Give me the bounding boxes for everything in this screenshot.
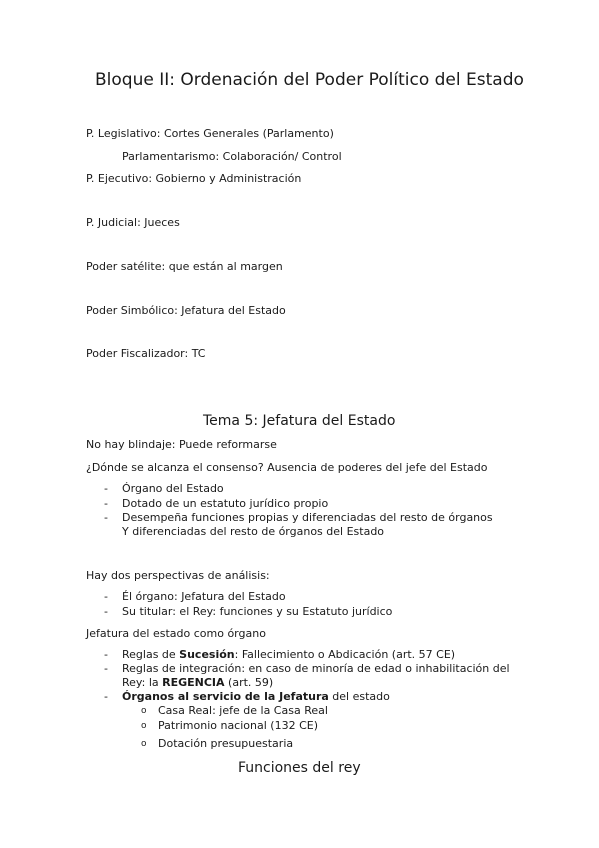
- list-item-continuation: Y diferenciadas del resto de órganos del Estado: [122, 525, 385, 538]
- poder-legislativo: P. Legislativo: Cortes Generales (Parlamento): [86, 127, 334, 140]
- funciones-heading: Funciones del rey: [238, 760, 361, 776]
- consenso-text: ¿Dónde se alcanza el consenso? Ausencia de poderes del jefe del Estado: [86, 461, 488, 474]
- bullet-dash: -: [104, 511, 108, 524]
- bullet-dash: -: [104, 648, 108, 661]
- integracion-item: Reglas de integración: en caso de minoría de edad o inhabilitación del: [122, 662, 510, 675]
- parlamentarismo: Parlamentarismo: Colaboración/ Control: [122, 150, 342, 163]
- list-item: Su titular: el Rey: funciones y su Estatuto jurídico: [122, 605, 393, 618]
- list-item: Dotado de un estatuto jurídico propio: [122, 497, 329, 510]
- sub-list-item: Dotación presupuestaria: [158, 737, 294, 750]
- list-item: Él órgano: Jefatura del Estado: [122, 590, 286, 603]
- sucesion-item: Reglas de Sucesión: Fallecimiento o Abdicación (art. 57 CE): [122, 648, 456, 661]
- bullet-dash: -: [104, 497, 108, 510]
- bullet-dash: -: [104, 690, 108, 703]
- como-organo-text: Jefatura del estado como órgano: [86, 627, 266, 640]
- integracion-item-continuation: Rey: la REGENCIA (art. 59): [122, 676, 274, 689]
- bullet-circle: o: [141, 721, 147, 731]
- poder-satelite: Poder satélite: que están al margen: [86, 260, 283, 273]
- poder-fiscalizador: Poder Fiscalizador: TC: [86, 347, 206, 360]
- poder-simbolico: Poder Simbólico: Jefatura del Estado: [86, 304, 286, 317]
- blindaje-text: No hay blindaje: Puede reformarse: [86, 438, 277, 451]
- bullet-dash: -: [104, 590, 108, 603]
- bullet-dash: -: [104, 662, 108, 675]
- poder-ejecutivo: P. Ejecutivo: Gobierno y Administración: [86, 172, 302, 185]
- bullet-dash: -: [104, 605, 108, 618]
- page-title: Bloque II: Ordenación del Poder Político del Estado: [95, 70, 524, 90]
- organos-item: Órganos al servicio de la Jefatura del estado: [122, 690, 390, 703]
- sub-list-item: Casa Real: jefe de la Casa Real: [158, 704, 328, 717]
- list-item: Órgano del Estado: [122, 482, 224, 495]
- list-item: Desempeña funciones propias y diferenciadas del resto de órganos: [122, 511, 493, 524]
- bullet-dash: -: [104, 482, 108, 495]
- bullet-circle: o: [141, 706, 147, 716]
- poder-judicial: P. Judicial: Jueces: [86, 216, 180, 229]
- bullet-circle: o: [141, 739, 147, 749]
- tema5-heading: Tema 5: Jefatura del Estado: [203, 413, 396, 429]
- sub-list-item: Patrimonio nacional (132 CE): [158, 719, 318, 732]
- perspectivas-text: Hay dos perspectivas de análisis:: [86, 569, 270, 582]
